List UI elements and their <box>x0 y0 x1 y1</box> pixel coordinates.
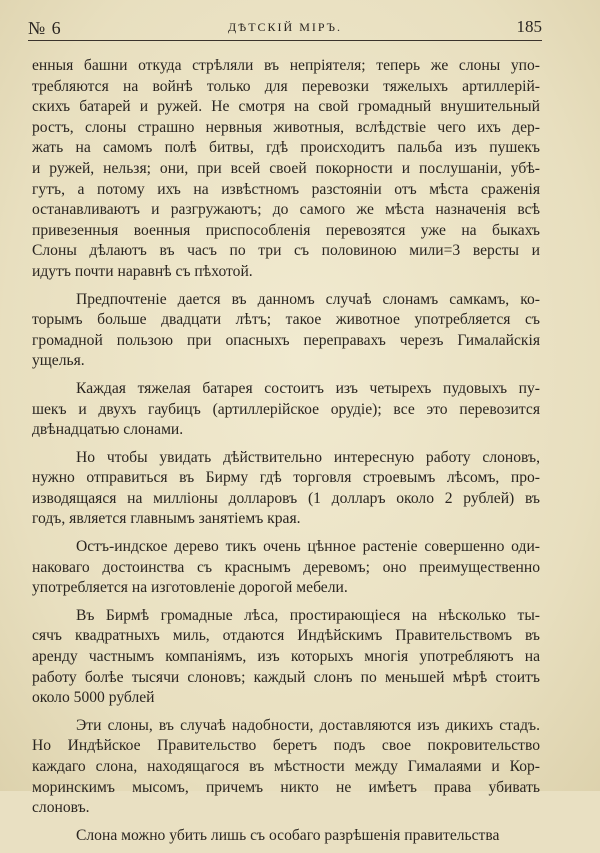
paragraph <box>32 537 540 599</box>
journal-title: ДѢТСКІЙ МІРЪ. <box>227 20 343 34</box>
text-line: останавливаютъ и разгружаютъ; до самого же мѣста назначенія всѣ <box>32 201 540 219</box>
text-line: скихъ батарей и ружей. Не смотря на свой громадный внушительный <box>32 98 540 116</box>
text-line: жать на самомъ полѣ битвы, гдѣ происходитъ пальба изъ пушекъ <box>32 139 540 157</box>
issue-number: № 6 <box>28 18 62 38</box>
text-line: гутъ, а потому ихъ на извѣстномъ разстояніи отъ мѣста сраженія <box>32 180 540 198</box>
text-line: Въ Бирмѣ громадные лѣса, простирающіеся на нѣсколько ты- <box>76 606 540 624</box>
text-line: Эти слоны, въ случаѣ надобности, доставляются изъ дикихъ стадъ. <box>76 716 540 734</box>
paragraph <box>32 56 540 283</box>
article-body <box>32 56 540 853</box>
text-line: ущелья. <box>32 352 85 370</box>
text-line: Слоны дѣлаютъ въ часъ по три съ половиною мили=3 версты и <box>32 242 540 260</box>
text-line: требляются на войнѣ только для перевозки тяжелыхъ артиллерій- <box>32 77 540 95</box>
text-line: годъ, является главнымъ занятіемъ края. <box>32 510 301 528</box>
text-line: Остъ-индское дерево тикъ очень цѣнное растеніе совершенно оди- <box>76 538 540 556</box>
paragraph <box>32 290 540 372</box>
text-line: слоновъ. <box>32 799 90 817</box>
text-line: аренду частнымъ компаніямъ, изъ которыхъ многія употребляютъ на <box>32 648 540 666</box>
text-line: около 5000 рублей <box>32 689 155 707</box>
text-line: шекъ и двухъ гаубицъ (артиллерійское орудіе); все это перевозится <box>32 400 540 418</box>
text-line: употребляется на изготовленіе дорогой мебели. <box>32 579 348 597</box>
text-line: наковаго достоинства съ краснымъ деревомъ; оно преимущественно <box>32 558 540 576</box>
text-line: изводящаяся на милліоны долларовъ (1 долларъ около 2 рублей) въ <box>32 489 540 507</box>
text-line: Но чтобы увидать дѣйствительно интересную работу слоновъ, <box>76 448 540 466</box>
text-line: и ружей, нельзя; они, при всей своей покорности и послушаніи, убѣ- <box>32 159 540 177</box>
text-line: громадной пользою при опасныхъ переправахъ черезъ Гималайскія <box>32 331 540 349</box>
paragraph <box>32 826 540 847</box>
paragraph <box>32 448 540 530</box>
text-line: каждаго слона, находящагося въ мѣстности между Гималаями и Кор- <box>32 758 540 775</box>
paragraph <box>32 716 540 819</box>
text-line: Каждая тяжелая батарея состоитъ изъ четырехъ пудовыхъ пу- <box>76 379 540 397</box>
text-line: сячъ квадратныхъ миль, отдаются Индѣйскимъ Правительствомъ въ <box>32 627 540 645</box>
text-line: привезенныя военныя приспособленія перевозятся уже на быкахъ <box>32 221 540 239</box>
text-line: работу болѣе тысячи слоновъ; каждый слонъ по меньшей мѣрѣ стоитъ <box>32 668 540 686</box>
text-line: нужно отправиться въ Бирму гдѣ торговля строевымъ лѣсомъ, про- <box>32 469 540 487</box>
text-line: идутъ почти наравнѣ съ пѣхотой. <box>32 262 253 280</box>
text-line: Предпочтеніе дается въ данномъ случаѣ слонамъ самкамъ, ко- <box>76 290 540 308</box>
paragraph <box>32 379 540 441</box>
text-line: Слона можно убить лишь съ особаго разрѣшенія правительства <box>76 826 500 844</box>
page-number: 185 <box>516 17 542 36</box>
text-line: енныя башни откуда стрѣляли въ непріятеля; теперь же слоны упо- <box>32 57 540 74</box>
text-line: двѣнадцатью слонами. <box>32 421 184 439</box>
paragraph <box>32 606 540 709</box>
text-line: Но Индѣйское Правительство беретъ подъ свое покровительство <box>32 737 540 755</box>
text-line: ростъ, слоны страшно нервныя животныя, вслѣдствіе чего ихъ дер- <box>32 118 540 136</box>
text-line: моринскимъ мысомъ, причемъ никто не имѣетъ права убивать <box>32 778 540 796</box>
text-line: торымъ больше двадцати лѣтъ; такое животное употребляется съ <box>32 311 540 329</box>
running-header <box>28 14 542 41</box>
